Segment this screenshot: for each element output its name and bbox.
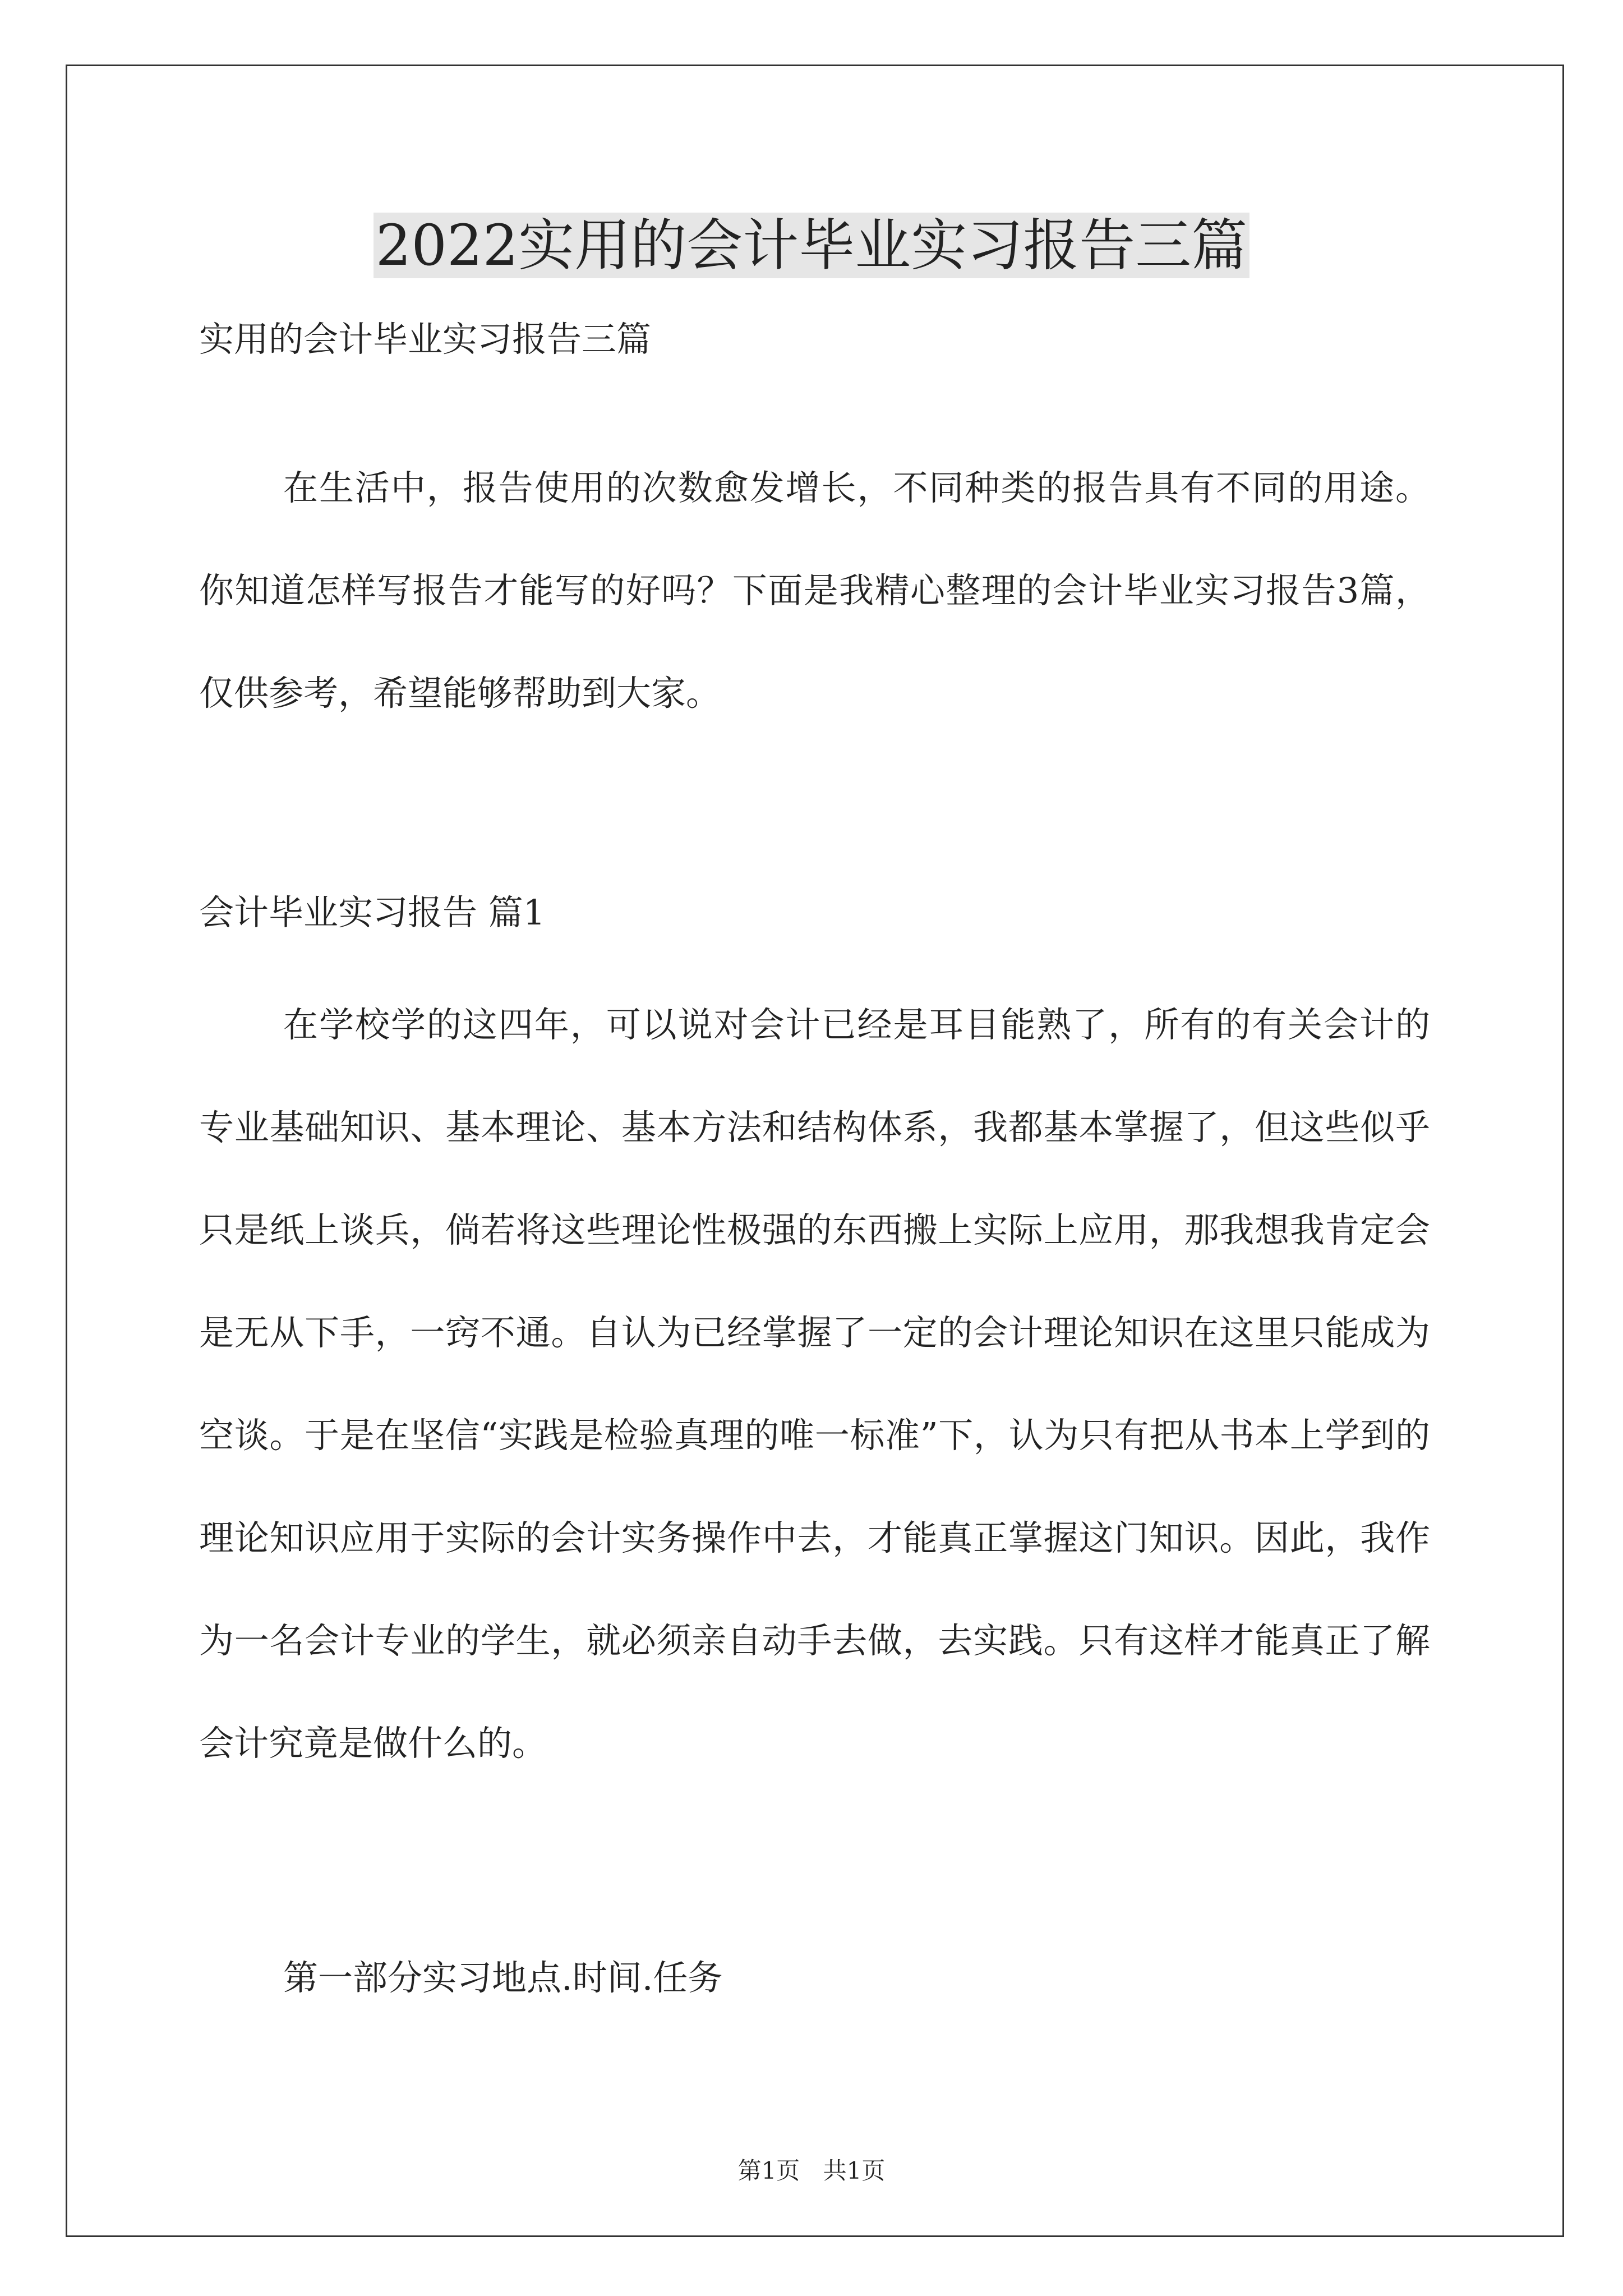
part-heading: 第一部分实习地点.时间.任务: [283, 1957, 723, 1998]
intro-paragraph: 在生活中，报告使用的次数愈发增长，不同种类的报告具有不同的用途。你知道怎样写报告才能写的好吗？下面是我精心整理的会计毕业实习报告3篇，仅供参考，希望能够帮助到大家。: [199, 467, 1430, 714]
document-title-text: 2022实用的会计毕业实习报告三篇: [374, 213, 1250, 278]
document-title: [0, 206, 1623, 285]
document-subtitle: 实用的会计毕业实习报告三篇: [199, 319, 652, 360]
section-heading: 会计毕业实习报告 篇1: [199, 892, 546, 933]
section-body-paragraph: 在学校学的这四年，可以说对会计已经是耳目能熟了，所有的有关会计的专业基础知识、基本理论、基本方法和结构体系，我都基本掌握了，但这些似乎只是纸上谈兵，倘若将这些理论性极强的东西搬上实际上应用，那我想我肯定会是无从下手，一窍不通。自认为已经掌握了一定的会计理论知识在这里只能成为空谈。于是在坚信“实践是检验真理的唯一标准”下，认为只有把从书本上学到的理论知识应用于实际的会计实务操作中去，才能真正掌握这门知识。因此，我作为一名会计专业的学生，就必须亲自动手去做，去实践。只有这样才能真正了解会计究竟是做什么的。: [199, 1004, 1430, 1764]
page-footer: [0, 2154, 1623, 2188]
page-number-current: 第1页: [737, 2157, 800, 2184]
page-number-total: 共1页: [823, 2157, 886, 2184]
